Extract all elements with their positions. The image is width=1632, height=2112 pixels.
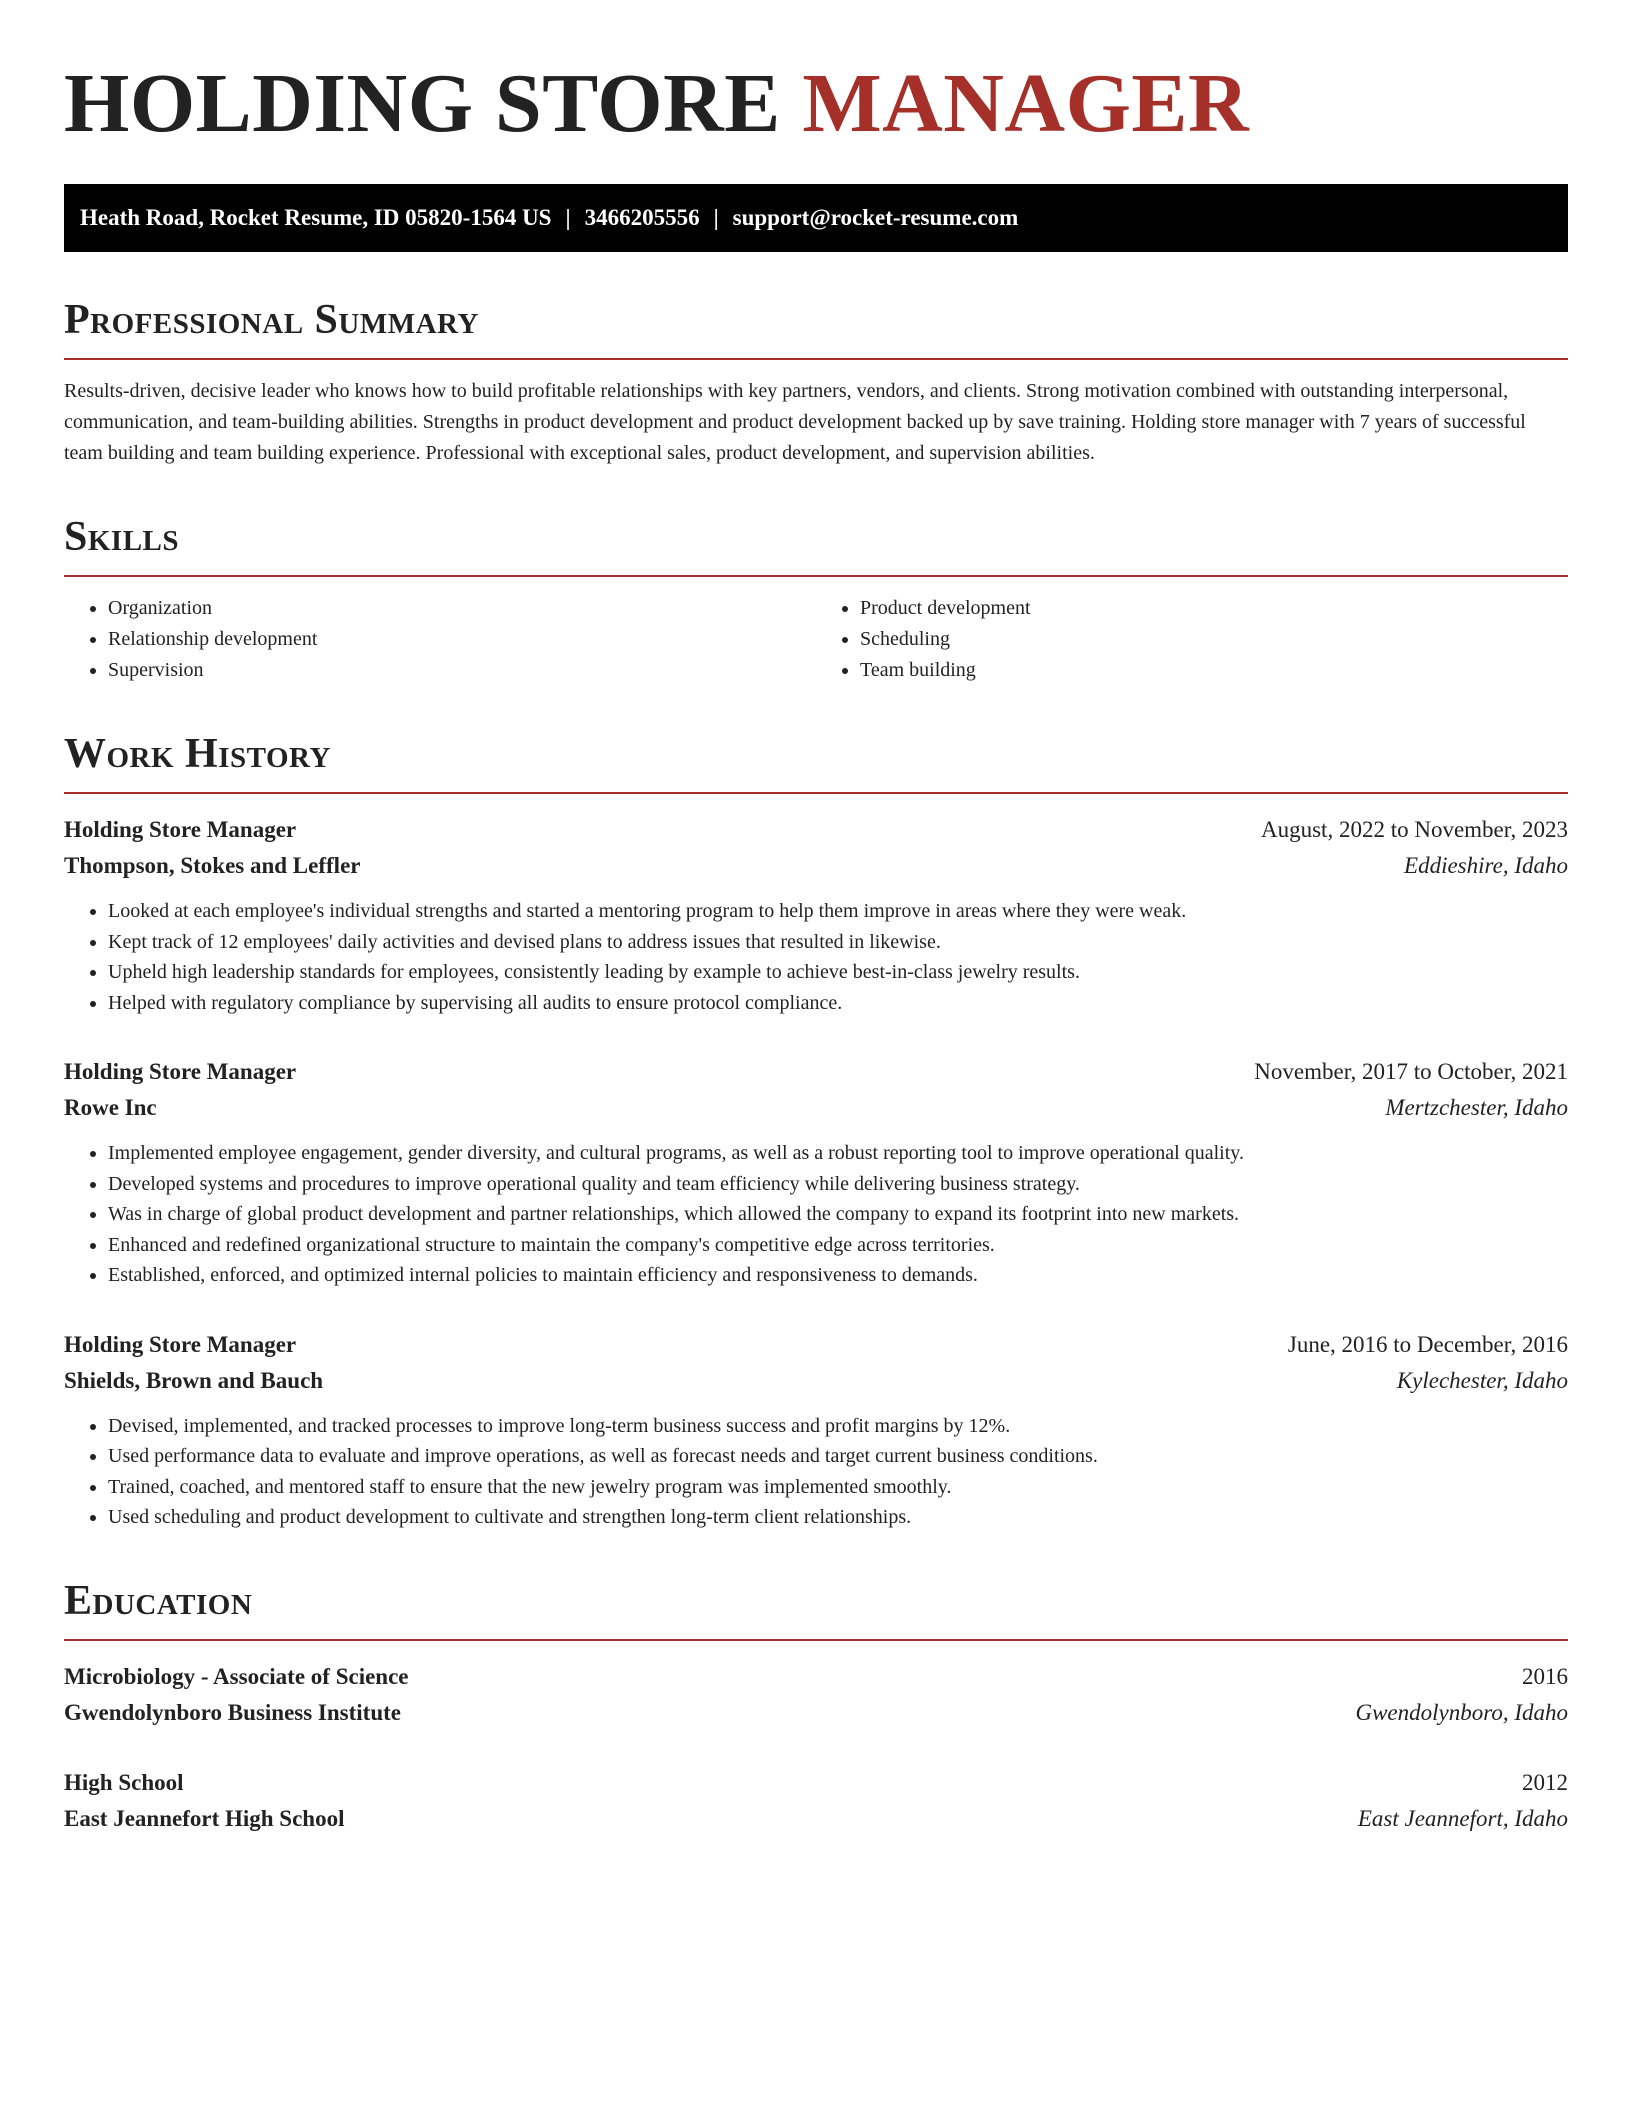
name-primary: HOLDING STORE xyxy=(64,57,781,150)
skill-item: • Team building xyxy=(860,655,1568,686)
job-bullets xyxy=(64,896,1568,1018)
education-school: East Jeannefort High School xyxy=(64,1805,345,1831)
education-header-row xyxy=(64,1659,1568,1695)
education-degree: High School xyxy=(64,1769,184,1795)
job-header-row xyxy=(64,1327,1568,1363)
job-bullets xyxy=(64,1411,1568,1533)
job-entry xyxy=(64,1327,1568,1533)
skill-item: • Relationship development xyxy=(108,624,816,655)
contact-phone: 3466205556 xyxy=(584,205,700,230)
job-bullet: • Was in charge of global product development and partner relationships, which allowed the company to expand its footprint into new markets. xyxy=(108,1199,1568,1230)
skills-list-left xyxy=(64,593,816,686)
summary-text: Results-driven, decisive leader who knows how to build profitable relationships with key partners, vendors, and clients. Strong motivation combined with outstanding interpersonal, communication, and team-building abilities. Strengths in product development and product development backed up by save training. Holding store manager with 7 years of successful team building and team building experience. Professional with exceptional sales, product development, and supervision abilities. xyxy=(64,380,1526,464)
job-bullet: • Developed systems and procedures to improve operational quality and team efficiency while delivering business strategy. xyxy=(108,1169,1568,1200)
education-school: Gwendolynboro Business Institute xyxy=(64,1699,401,1725)
job-title: Holding Store Manager xyxy=(64,817,297,842)
job-bullet: • Looked at each employee's individual strengths and started a mentoring program to help them improve in areas where they were weak. xyxy=(108,896,1568,927)
education-header-row xyxy=(64,1765,1568,1801)
summary-section xyxy=(64,296,1568,469)
job-bullet: • Used performance data to evaluate and improve operations, as well as forecast needs and target current business conditions. xyxy=(108,1441,1568,1472)
job-company-row xyxy=(64,848,1568,884)
contact-separator: | xyxy=(565,205,571,230)
section-divider xyxy=(64,358,1568,360)
job-location: Eddieshire, Idaho xyxy=(1404,853,1568,878)
job-title: Holding Store Manager xyxy=(64,1331,297,1357)
skill-item: • Organization xyxy=(108,593,816,624)
education-school-row xyxy=(64,1695,1568,1731)
job-bullet: • Enhanced and redefined organizational structure to maintain the company's competitive edge across territories. xyxy=(108,1230,1568,1261)
section-title-work-history: Work History xyxy=(64,731,331,777)
name-accent: MANAGER xyxy=(802,57,1250,150)
section-title-skills: Skills xyxy=(64,514,180,560)
skill-item: • Scheduling xyxy=(860,624,1568,655)
job-bullet: • Trained, coached, and mentored staff to ensure that the new jewelry program was implemented smoothly. xyxy=(108,1472,1568,1503)
section-divider xyxy=(64,1639,1568,1641)
job-header-row xyxy=(64,1054,1568,1090)
education-entry xyxy=(64,1659,1568,1731)
job-dates: November, 2017 to October, 2021 xyxy=(1254,1059,1568,1084)
job-entry xyxy=(64,1054,1568,1291)
job-company-row xyxy=(64,1363,1568,1399)
education-location: Gwendolynboro, Idaho xyxy=(1355,1699,1568,1725)
job-company: Thompson, Stokes and Leffler xyxy=(64,853,361,878)
contact-bar xyxy=(64,184,1568,252)
job-title: Holding Store Manager xyxy=(64,1059,297,1084)
skill-item: • Supervision xyxy=(108,655,816,686)
education-school-row xyxy=(64,1801,1568,1837)
education-year: 2012 xyxy=(1522,1769,1568,1795)
job-location: Mertzchester, Idaho xyxy=(1385,1095,1568,1120)
education-entry xyxy=(64,1765,1568,1837)
job-entry xyxy=(64,812,1568,1018)
section-title-summary: Professional Summary xyxy=(64,297,479,343)
job-dates: August, 2022 to November, 2023 xyxy=(1261,817,1568,842)
job-bullet: • Upheld high leadership standards for employees, consistently leading by example to achieve best-in-class jewelry results. xyxy=(108,957,1568,988)
contact-address: Heath Road, Rocket Resume, ID 05820-1564 US xyxy=(80,205,552,230)
job-bullet: • Implemented employee engagement, gender diversity, and cultural programs, as well as a robust reporting tool to improve operational quality. xyxy=(108,1138,1568,1169)
job-company: Rowe Inc xyxy=(64,1095,157,1120)
job-header-row xyxy=(64,812,1568,848)
job-company-row xyxy=(64,1090,1568,1126)
skill-item: • Product development xyxy=(860,593,1568,624)
section-divider xyxy=(64,575,1568,577)
education-location: East Jeannefort, Idaho xyxy=(1357,1805,1568,1831)
education-degree: Microbiology - Associate of Science xyxy=(64,1663,409,1689)
job-bullet: • Helped with regulatory compliance by supervising all audits to ensure protocol compliance. xyxy=(108,988,1568,1019)
section-title-education: Education xyxy=(64,1577,253,1624)
contact-email: support@rocket-resume.com xyxy=(732,205,1019,230)
skills-section xyxy=(64,513,1568,686)
work-history-section xyxy=(64,730,1568,1533)
job-bullet: • Devised, implemented, and tracked processes to improve long-term business success and profit margins by 12%. xyxy=(108,1411,1568,1442)
contact-separator: | xyxy=(713,205,719,230)
job-dates: June, 2016 to December, 2016 xyxy=(1287,1331,1568,1357)
job-bullet: • Used scheduling and product development to cultivate and strengthen long-term client relationships. xyxy=(108,1502,1568,1533)
section-divider xyxy=(64,792,1568,794)
job-bullets xyxy=(64,1138,1568,1291)
skills-list-right xyxy=(816,593,1568,686)
resume-name xyxy=(64,56,1568,152)
job-location: Kylechester, Idaho xyxy=(1396,1367,1568,1393)
job-company: Shields, Brown and Bauch xyxy=(64,1367,324,1393)
job-bullet: • Kept track of 12 employees' daily activities and devised plans to address issues that resulted in likewise. xyxy=(108,927,1568,958)
education-year: 2016 xyxy=(1522,1663,1568,1689)
skills-columns xyxy=(64,593,1568,686)
education-section xyxy=(64,1577,1568,1837)
job-bullet: • Established, enforced, and optimized internal policies to maintain efficiency and responsiveness to demands. xyxy=(108,1260,1568,1291)
